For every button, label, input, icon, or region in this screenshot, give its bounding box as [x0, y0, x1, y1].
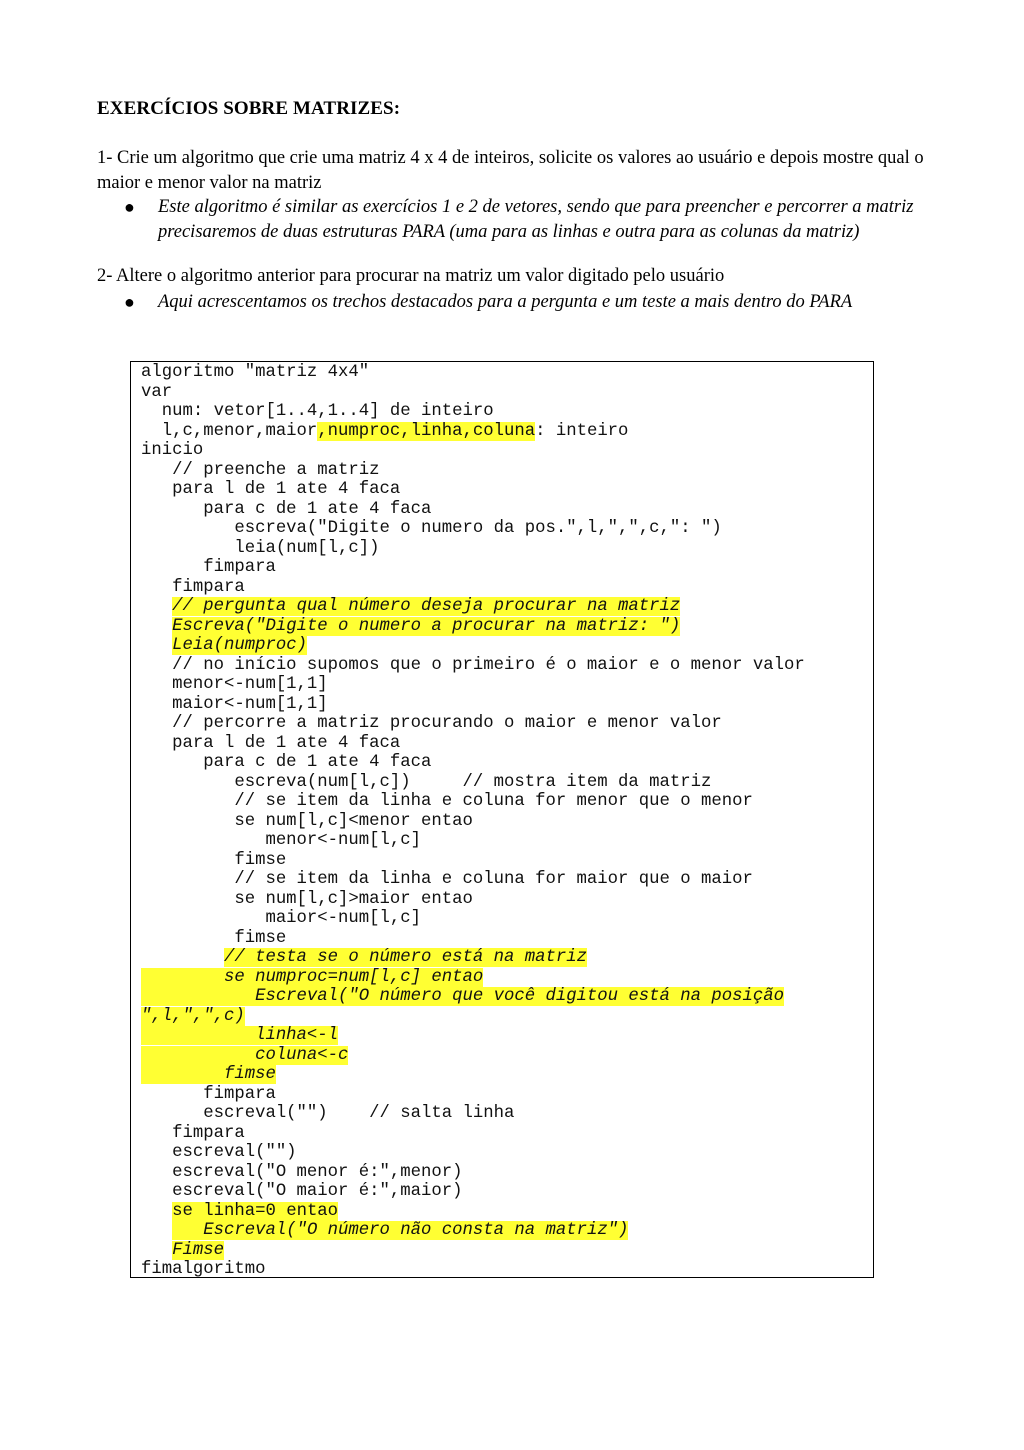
highlighted-code: fimse [141, 1065, 276, 1084]
code-text: se num[l,c]<menor entao [141, 811, 473, 831]
code-line [141, 383, 805, 403]
code-text: fimse [141, 928, 287, 948]
code-text: fimse [141, 850, 287, 870]
code-text [141, 1241, 172, 1260]
code-line [141, 812, 805, 832]
highlighted-code: Escreva("Digite o numero a procurar na matriz: ") [172, 616, 681, 636]
code-text: para l de 1 ate 4 faca [141, 480, 401, 499]
code-line [141, 539, 805, 559]
code-line [141, 617, 805, 637]
code-line [141, 1260, 805, 1280]
code-text: algoritmo "matriz 4x4" [141, 363, 370, 382]
code-line [141, 578, 805, 598]
code-text: fimpara [141, 558, 276, 577]
code-line [141, 480, 805, 500]
code-text: fimpara [141, 1084, 276, 1104]
code-line [141, 1143, 805, 1163]
highlighted-code: Leia(numproc) [172, 636, 307, 655]
code-text: // preenche a matriz [141, 460, 380, 480]
page-title: EXERCÍCIOS SOBRE MATRIZES: [97, 98, 401, 119]
highlighted-code: se linha=0 entao [172, 1201, 339, 1221]
exercise-1-note [124, 195, 928, 245]
highlighted-code: coluna<-c [141, 1045, 349, 1065]
code-line [141, 1202, 805, 1222]
code-text: escreval("O menor é:",menor) [141, 1162, 463, 1182]
code-line [141, 1007, 805, 1027]
code-line [141, 734, 805, 754]
code-text: l,c,menor,maior [141, 421, 318, 441]
code-text: escreva("Digite o numero da pos.",l,",",c,": ") [141, 519, 722, 538]
code-text [141, 948, 224, 967]
code-line [141, 792, 805, 812]
code-text [141, 617, 172, 636]
code-line [141, 402, 805, 422]
code-text: escreva(num[l,c]) // mostra item da matriz [141, 772, 712, 792]
highlighted-code: ",l,",",c) [141, 1006, 245, 1026]
highlighted-code: Fimse [172, 1240, 224, 1260]
code-text: // se item da linha e coluna for menor que o menor [141, 792, 753, 811]
highlighted-code: // pergunta qual número deseja procurar na matriz [172, 597, 681, 616]
code-line [141, 890, 805, 910]
code-line [141, 773, 805, 793]
exercise-2-text: 2- Altere o algoritmo anterior para procurar na matriz um valor digitado pelo usuário [97, 266, 725, 286]
exercise-1-note-text: Este algoritmo é similar as exercícios 1 e 2 de vetores, sendo que para preencher e percorrer a matriz precisaremos de duas estruturas PARA (uma para as linhas e outra para as colunas da matriz) [158, 197, 914, 242]
code-text: fimalgoritmo [141, 1260, 266, 1279]
code-line [141, 948, 805, 968]
code-text [141, 1202, 172, 1221]
code-text: maior<-num[l,c] [141, 909, 422, 928]
code-text: para l de 1 ate 4 faca [141, 733, 401, 753]
highlighted-code: se numproc=num[l,c] entao [141, 967, 484, 987]
code-line [141, 1124, 805, 1144]
code-line [141, 851, 805, 871]
code-line [141, 1182, 805, 1202]
code-line [141, 422, 805, 442]
highlighted-code: Escreval("O número não consta na matriz") [172, 1221, 629, 1240]
code-text: fimpara [141, 1123, 245, 1143]
code-line [141, 597, 805, 617]
highlighted-code: linha<-l [141, 1026, 339, 1045]
code-text: inicio [141, 441, 204, 460]
code-line [141, 831, 805, 851]
code-line [141, 929, 805, 949]
code-line [141, 968, 805, 988]
highlighted-code: ,numproc,linha,coluna [317, 421, 536, 441]
code-text: maior<-num[1,1] [141, 694, 328, 714]
code-text: num: vetor[1..4,1..4] de inteiro [141, 402, 494, 421]
code-line [141, 753, 805, 773]
code-line [141, 558, 805, 578]
code-text [141, 597, 172, 616]
code-text: para c de 1 ate 4 faca [141, 753, 432, 772]
code-line [141, 441, 805, 461]
code-line [141, 519, 805, 539]
bullet-icon: ● [124, 292, 135, 312]
code-block [141, 363, 805, 1280]
code-line [141, 636, 805, 656]
code-text: escreval("O maior é:",maior) [141, 1182, 463, 1201]
code-text: menor<-num[l,c] [141, 831, 422, 850]
code-text: // no início supomos que o primeiro é o maior e o menor valor [141, 655, 805, 675]
code-text: var [141, 382, 173, 402]
code-text [141, 1221, 172, 1240]
exercise-2-note-text: Aqui acrescentamos os trechos destacados para a pergunta e um teste a mais dentro do PARA [158, 292, 853, 312]
bullet-icon: ● [124, 197, 135, 217]
code-line [141, 870, 805, 890]
code-line [141, 1046, 805, 1066]
code-line [141, 1085, 805, 1105]
code-text: fimpara [141, 577, 245, 597]
code-text: // percorre a matriz procurando o maior e menor valor [141, 714, 722, 733]
exercise-2-note [124, 290, 928, 315]
code-text: se num[l,c]>maior entao [141, 889, 473, 909]
highlighted-code: // testa se o número está na matriz [223, 948, 587, 967]
code-line [141, 1026, 805, 1046]
code-text: : inteiro [535, 421, 629, 441]
code-text: menor<-num[1,1] [141, 675, 328, 694]
code-text: para c de 1 ate 4 faca [141, 499, 432, 519]
code-line [141, 1065, 805, 1085]
code-line [141, 987, 805, 1007]
code-line [141, 675, 805, 695]
code-line [141, 1221, 805, 1241]
code-line [141, 1163, 805, 1183]
code-line [141, 363, 805, 383]
code-line [141, 500, 805, 520]
code-text: // se item da linha e coluna for maior que o maior [141, 870, 753, 889]
code-line [141, 656, 805, 676]
code-line [141, 1241, 805, 1261]
code-text: leia(num[l,c]) [141, 538, 380, 558]
code-text: escreval("") [141, 1143, 297, 1162]
code-line [141, 695, 805, 715]
code-line [141, 1104, 805, 1124]
code-line [141, 461, 805, 481]
code-text: escreval("") // salta linha [141, 1104, 515, 1123]
highlighted-code: Escreval("O número que você digitou está na posição [141, 987, 784, 1006]
code-line [141, 909, 805, 929]
exercise-1-text: 1- Crie um algoritmo que crie uma matriz 4 x 4 de inteiros, solicite os valores ao usuário e depois mostre qual o maior e menor valor na matriz [97, 148, 924, 193]
code-line [141, 714, 805, 734]
code-text [141, 636, 172, 655]
